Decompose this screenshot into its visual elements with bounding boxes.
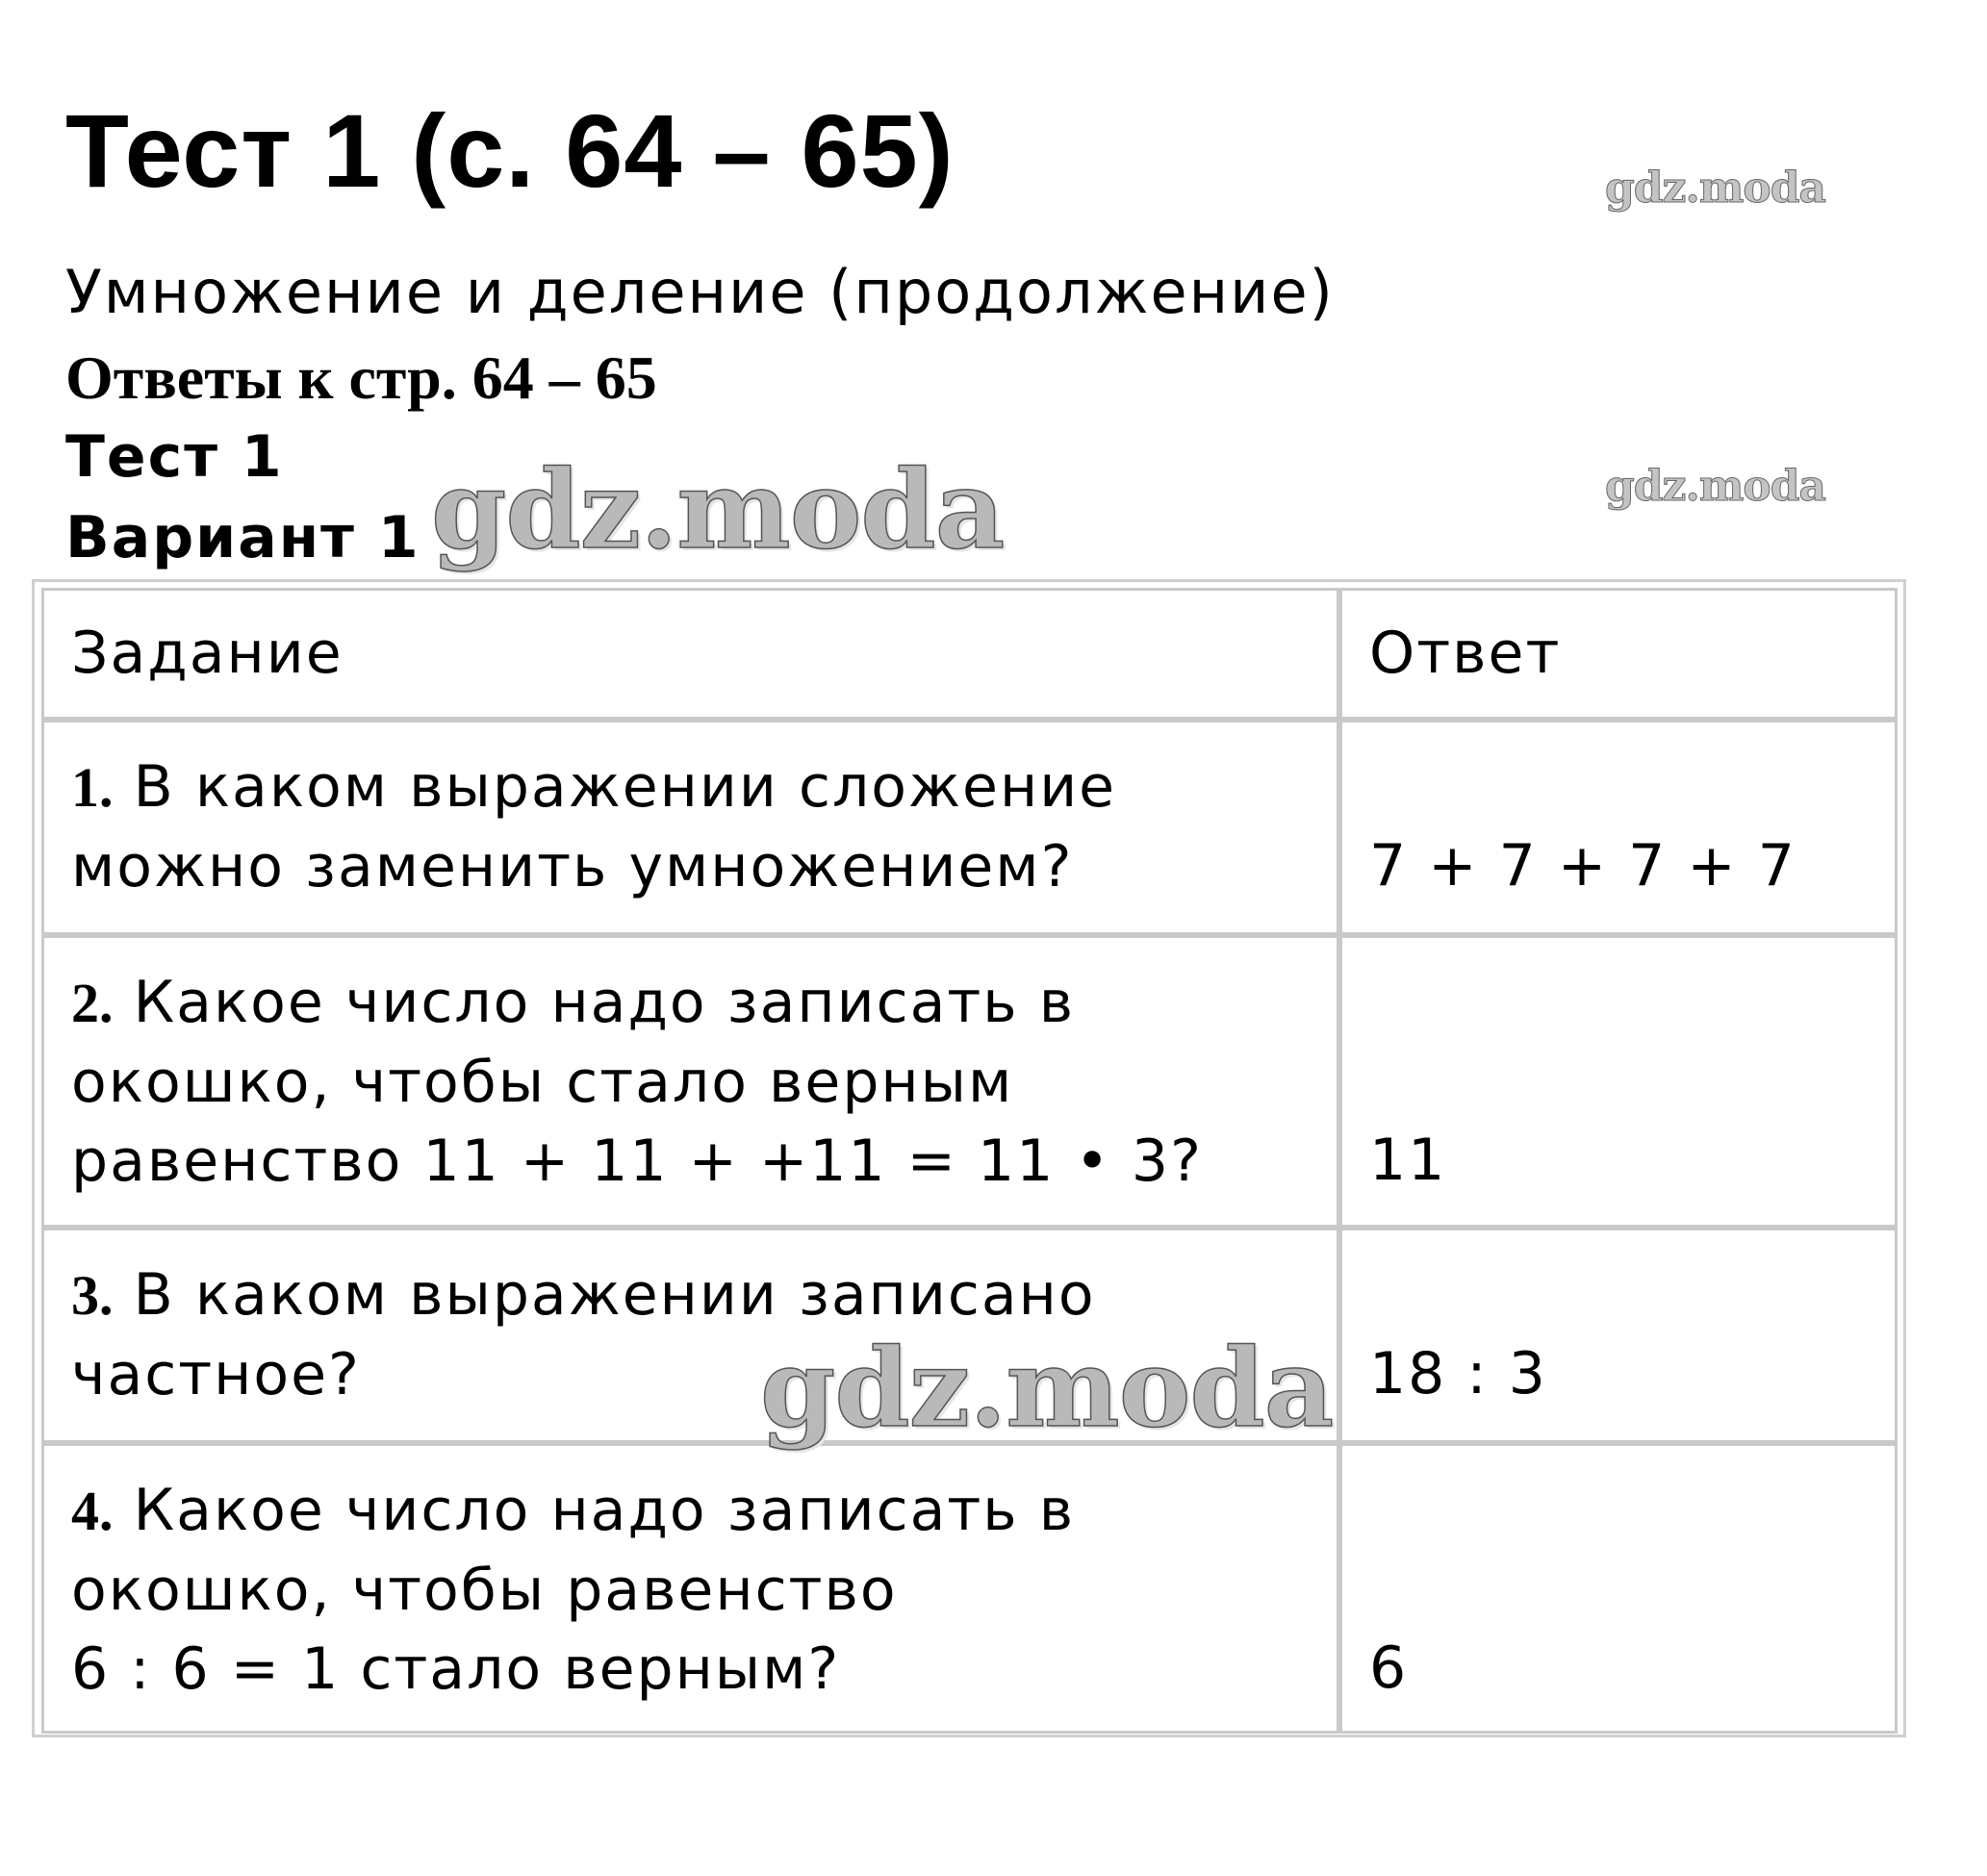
header-task-label: Задание: [71, 620, 344, 687]
task-4-text: [71, 1471, 1075, 1709]
answers-heading: Ответы к стр. 64 – 65: [65, 343, 657, 412]
watermark-heading: gdz.moda: [431, 447, 1005, 573]
answer-2-value: 11: [1369, 1127, 1447, 1194]
table-row-1-task: [41, 720, 1339, 935]
task-4-number: 4.: [71, 1480, 114, 1542]
header-answer-label: Ответ: [1369, 620, 1562, 687]
header-cell-task: [41, 588, 1339, 720]
task-4-line-2: окошко, чтобы равенство: [71, 1557, 898, 1624]
task-3-number: 3.: [71, 1264, 114, 1327]
table-row-2-task: [41, 935, 1339, 1228]
answer-table: [32, 579, 1906, 1737]
page-title: Тест 1 (с. 64 – 65): [65, 92, 955, 209]
task-2-number: 2.: [71, 972, 114, 1034]
variant-heading: Вариант 1: [65, 504, 420, 571]
watermark-center: gdz.moda: [760, 1326, 1334, 1452]
table-row-1-answer: [1339, 720, 1898, 935]
task-1-line-1: В каком выражении сложение: [133, 753, 1117, 821]
task-1-number: 1.: [71, 756, 114, 819]
task-2-line-2: окошко, чтобы стало верным: [71, 1049, 1014, 1116]
task-3-line-1: В каком выражении записано: [133, 1261, 1096, 1329]
header-cell-answer: [1339, 588, 1898, 720]
task-3-line-2: частное?: [71, 1341, 361, 1408]
section-subtitle: Умножение и деление (продолжение): [65, 257, 1335, 327]
table-row-3-answer: [1339, 1228, 1898, 1443]
test-heading: Тест 1: [65, 423, 284, 491]
task-1-text: [71, 748, 1116, 906]
task-4-line-3: 6 : 6 = 1 стало верным?: [71, 1635, 841, 1703]
table-row-4-answer: [1339, 1443, 1898, 1734]
task-2-text: [71, 963, 1203, 1201]
task-1-line-2: можно заменить умножением?: [71, 833, 1074, 900]
task-4-line-1: Какое число надо записать в: [133, 1477, 1076, 1544]
answer-3-value: 18 : 3: [1369, 1340, 1547, 1407]
watermark-top-right: gdz.moda: [1605, 164, 1826, 213]
task-2-line-1: Какое число надо записать в: [133, 969, 1076, 1036]
table-row-4-task: [41, 1443, 1339, 1734]
table-row-2-answer: [1339, 935, 1898, 1228]
watermark-mid-right: gdz.moda: [1605, 462, 1826, 511]
task-2-line-3: равенство 11 + 11 + +11 = 11 • 3?: [71, 1128, 1203, 1195]
answer-1-value: 7 + 7 + 7 + 7: [1369, 832, 1796, 900]
answer-4-value: 6: [1369, 1635, 1409, 1702]
